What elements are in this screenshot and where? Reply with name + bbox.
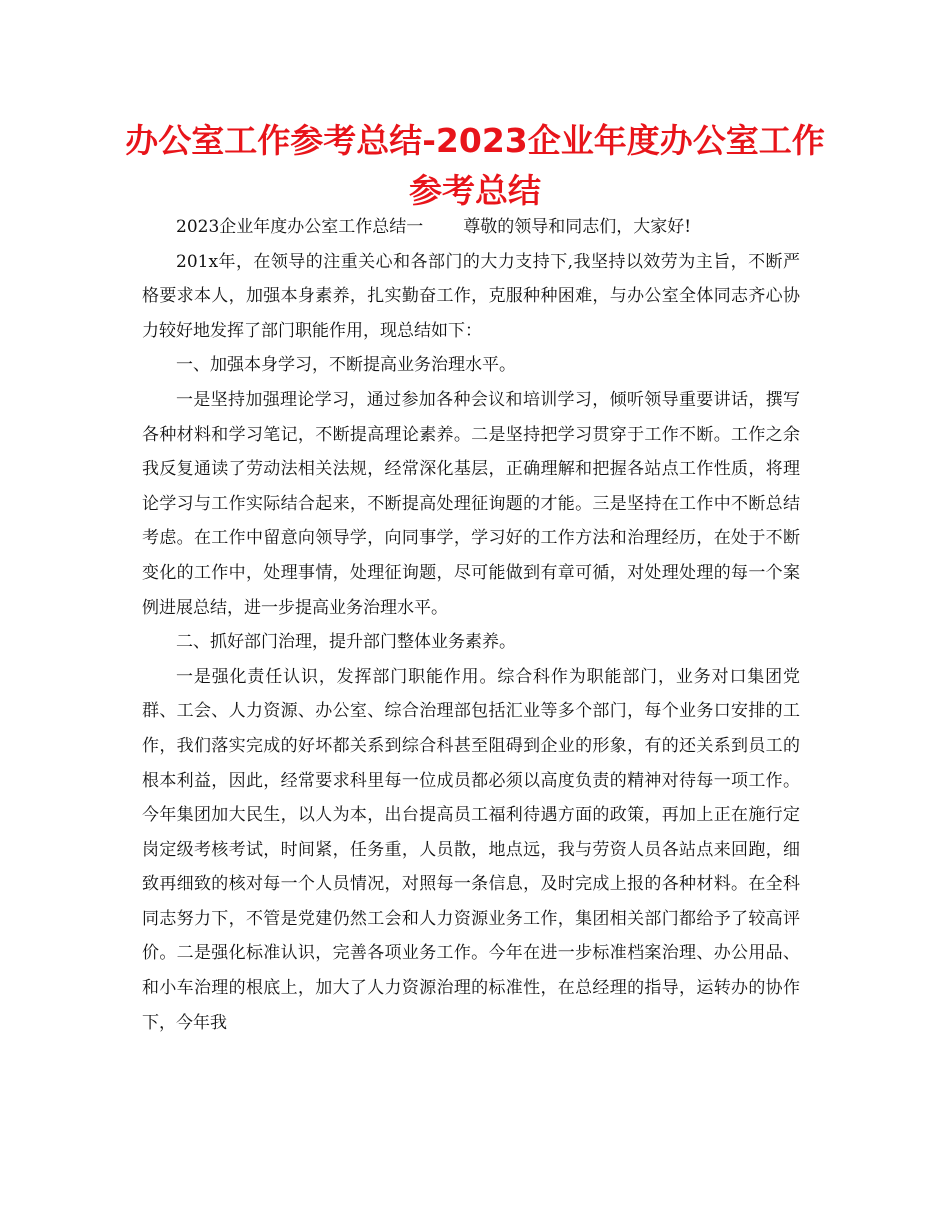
intro-greeting: 尊敬的领导和同志们，大家好! — [463, 217, 692, 237]
paragraph: 一是坚持加强理论学习，通过参加各种会议和培训学习，倾听领导重要讲话，撰写各种材料和学习笔记，不断提高理论素养。二是坚持把学习贯穿于工作不断。工作之余我反复通读了劳动法相关法规，经常深化基层，正确理解和把握各站点工作性质，将理论学习与工作实际结合起来，不断提高处理征询题的才能。三是坚持在工作中不断总结考虑。在工作中留意向领导学，向同事学，学习好的工作方法和治理经历，在处于不断变化的工作中，处理事情，处理征询题，尽可能做到有章可循，对处理处理的每一个案例进展总结，进一步提高业务治理水平。 — [142, 389, 800, 618]
paragraph: 201x年，在领导的注重关心和各部门的大力支持下,我坚持以效劳为主旨，不断严格要求本人，加强本身素养，扎实勤奋工作，克服种种困难，与办公室全体同志齐心协力较好地发挥了部门职能作用，现总结如下： — [142, 251, 800, 341]
document-body — [142, 210, 800, 1040]
document-title: 办公室工作参考总结-2023企业年度办公室工作参考总结 — [125, 121, 825, 210]
paragraph: 一是强化责任认识，发挥部门职能作用。综合科作为职能部门，业务对口集团党群、工会、人力资源、办公室、综合治理部包括汇业等多个部门，每个业务口安排的工作，我们落实完成的好坏都关系到综合科甚至阻碍到企业的形象，有的还关系到员工的根本利益，因此，经常要求科里每一位成员都必须以高度负责的精神对待每一项工作。今年集团加大民生，以人为本，出台提高员工福利待遇方面的政策，再加上正在施行定岗定级考核考试，时间紧，任务重，人员散，地点远，我与劳资人员各站点来回跑，细致再细致的核对每一个人员情况，对照每一条信息，及时完成上报的各种材料。在全科同志努力下，不管是党建仍然工会和人力资源业务工作，集团相关部门都给予了较高评价。二是强化标准认识，完善各项业务工作。今年在进一步标准档案治理、办公用品、和小车治理的根底上，加大了人力资源治理的标准性，在总经理的指导，运转办的协作下，今年我 — [142, 666, 800, 1033]
section-heading: 二、抓好部门治理，提升部门整体业务素养。 — [176, 632, 516, 653]
section-heading: 一、加强本身学习，不断提高业务治理水平。 — [176, 355, 516, 376]
intro-heading: 2023企业年度办公室工作总结一 — [176, 217, 424, 237]
intro-line — [142, 210, 800, 245]
